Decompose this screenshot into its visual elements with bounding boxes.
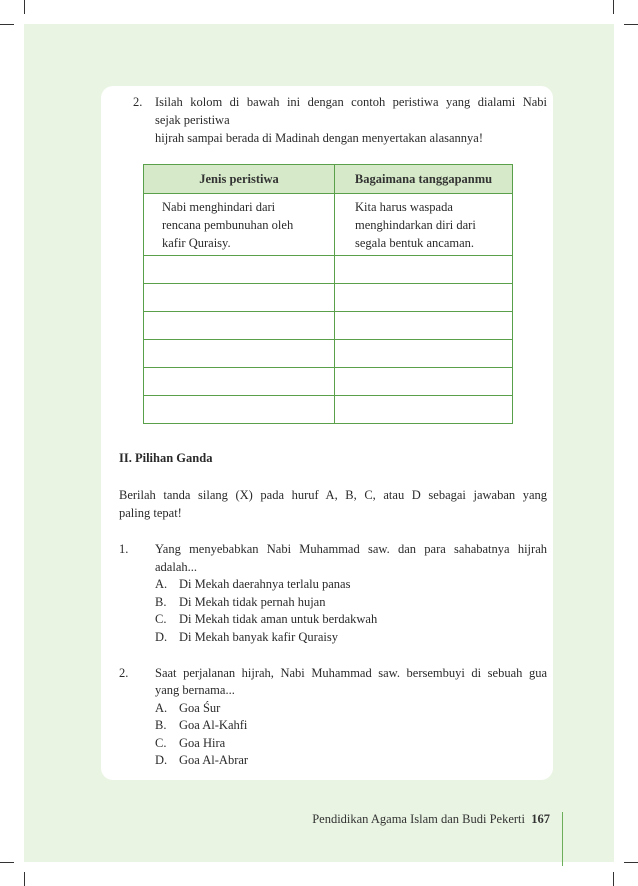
option-text: Goa Hira [179,736,226,750]
option-text: Goa Al-Kahfi [179,718,248,732]
option-d[interactable] [155,752,248,770]
footer-divider [562,812,563,866]
option-letter: A. [155,577,168,591]
option-b[interactable] [155,717,247,735]
bottom-margin [0,862,638,886]
essay-item-line1: Isilah kolom di bawah ini dengan contoh peristiwa yang dialami Nabi [155,95,547,109]
empty-cell[interactable] [144,312,335,340]
essay-item-number: 2. [133,95,143,109]
crop-mark [613,872,614,886]
empty-cell[interactable] [335,284,513,312]
section-instruction-line1: Berilah tanda silang (X) pada huruf A, B, C, atau D sebagai jawaban yang [119,488,547,502]
crop-mark [624,24,638,25]
table-header-event: Jenis peristiwa [144,165,335,194]
option-letter: B. [155,718,167,732]
option-text: Di Mekah tidak aman untuk berdakwah [179,612,378,626]
question-number: 1. [119,542,129,556]
empty-cell[interactable] [144,368,335,396]
crop-mark [0,24,14,25]
question-number: 2. [119,666,129,680]
option-a[interactable] [155,700,220,718]
table-header-response: Bagaimana tanggapanmu [335,165,513,194]
option-c[interactable] [155,611,377,629]
question-line2: adalah... [155,560,197,574]
empty-cell[interactable] [335,256,513,284]
option-letter: C. [155,612,167,626]
option-letter: A. [155,701,168,715]
crop-mark [624,862,638,863]
crop-mark [613,0,614,14]
essay-item-line2: sejak peristiwa [155,113,230,127]
crop-mark [0,862,14,863]
right-margin [614,0,638,886]
option-letter: C. [155,736,167,750]
option-text: Goa Śur [179,701,221,715]
activity-table [143,164,513,424]
example-response-line: Kita harus waspada [355,200,453,214]
example-event-line: kafir Quraisy. [162,236,231,250]
option-letter: B. [155,595,167,609]
option-letter: D. [155,753,168,767]
table-cell-example-response [335,194,513,256]
question-line1: Saat perjalanan hijrah, Nabi Muhammad saw. bersembuyi di sebuah gua [155,666,547,680]
page-footer [250,812,550,827]
book-title: Pendidikan Agama Islam dan Budi Pekerti [312,812,525,826]
empty-cell[interactable] [335,368,513,396]
option-b[interactable] [155,594,325,612]
empty-cell[interactable] [144,396,335,424]
option-text: Di Mekah tidak pernah hujan [179,595,326,609]
option-letter: D. [155,630,168,644]
question-line1: Yang menyebabkan Nabi Muhammad saw. dan para sahabatnya hijrah [155,542,547,556]
section-title: II. Pilihan Ganda [119,451,213,465]
empty-cell[interactable] [335,312,513,340]
example-response-line: segala bentuk ancaman. [355,236,475,250]
crop-mark [24,0,25,14]
question-line2: yang bernama... [155,683,235,697]
section-instruction-line2: paling tepat! [119,506,182,520]
option-c[interactable] [155,735,225,753]
table-cell-example-event [144,194,335,256]
empty-cell[interactable] [335,396,513,424]
option-text: Di Mekah banyak kafir Quraisy [179,630,338,644]
example-event-line: Nabi menghindari dari [162,200,276,214]
option-a[interactable] [155,576,350,594]
page-number: 167 [531,812,550,826]
empty-cell[interactable] [144,284,335,312]
left-margin [0,0,24,886]
essay-item-line3: hijrah sampai berada di Madinah dengan menyertakan alasannya! [155,131,483,145]
example-event-line: rencana pembunuhan oleh [162,218,294,232]
top-margin [0,0,638,24]
option-text: Goa Al-Abrar [179,753,249,767]
empty-cell[interactable] [144,256,335,284]
empty-cell[interactable] [335,340,513,368]
option-d[interactable] [155,629,338,647]
example-response-line: menghindarkan diri dari [355,218,476,232]
empty-cell[interactable] [144,340,335,368]
option-text: Di Mekah daerahnya terlalu panas [179,577,351,591]
crop-mark [24,872,25,886]
